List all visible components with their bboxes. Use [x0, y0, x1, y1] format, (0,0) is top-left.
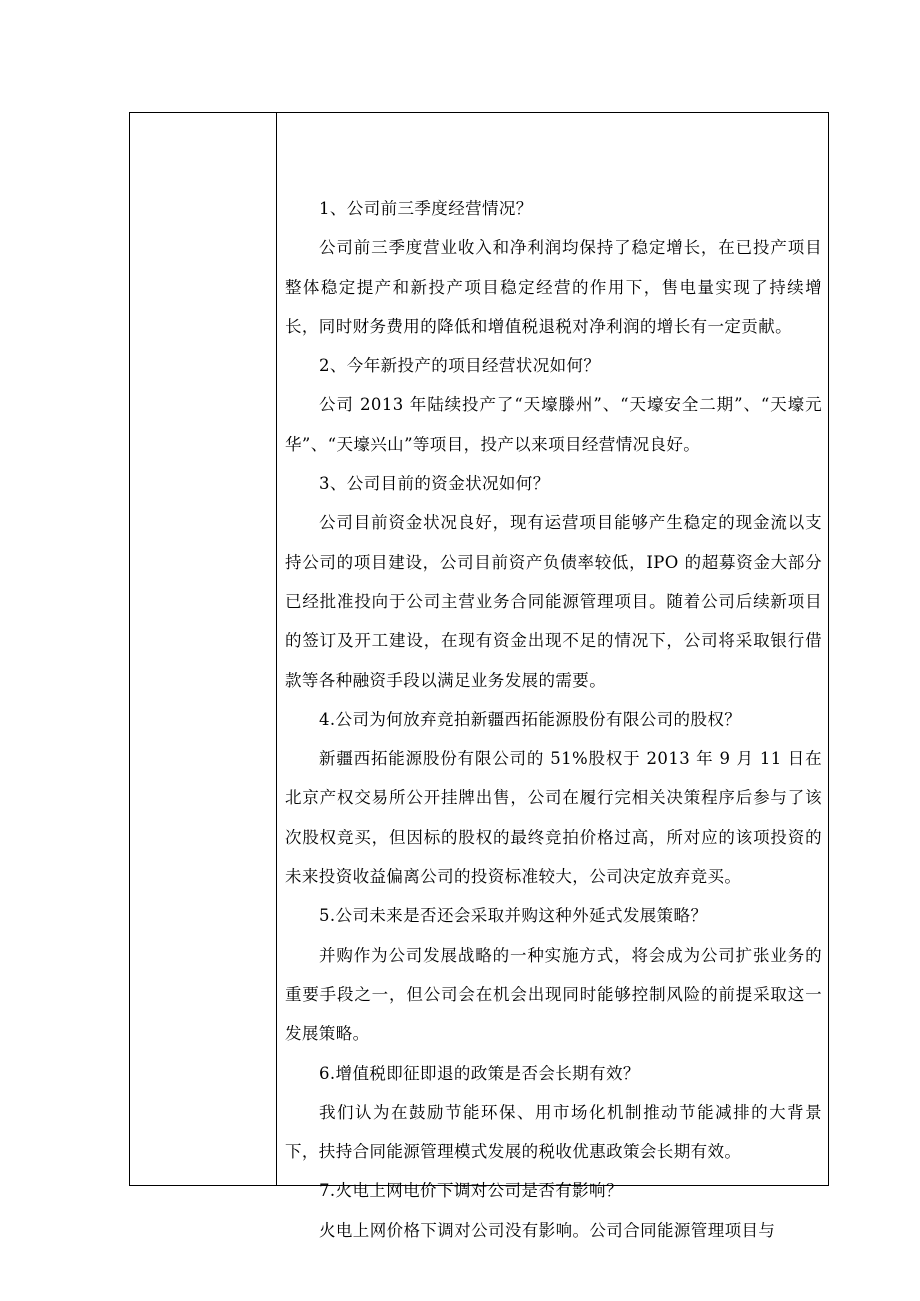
document-table: [129, 112, 829, 1240]
table-content-cell: [277, 113, 828, 1240]
answer-7: 火电上网价格下调对公司没有影响。公司合同能源管理项目与: [319, 1220, 776, 1240]
answer-5: 并购作为公司发展战略的一种实施方式，将会成为公司扩张业务的重要手段之一，但公司会在机会出现同时能够控制风险的前提采取这一发展策略。: [285, 945, 822, 1044]
answer-6: 我们认为在鼓励节能环保、用市场化机制推动节能减排的大背景下，扶持合同能源管理模式发展的税收优惠政策会长期有效。: [285, 1102, 822, 1162]
question-4: 4.公司为何放弃竞拍新疆西拓能源股份有限公司的股权？: [319, 709, 742, 729]
question-2: 2、今年新投产的项目经营状况如何？: [319, 356, 601, 376]
answer-4: 新疆西拓能源股份有限公司的 51%股权于 2013 年 9 月 11 日在北京产权交易所公开挂牌出售，公司在履行完相关决策程序后参与了该次股权竞买，但因标的股权的最终竞拍价格过高，所对应的该项投资的未来投资收益偏离公司的投资标准较大，公司决定放弃竞买。: [285, 749, 822, 887]
question-6: 6.增值税即征即退的政策是否会长期有效？: [319, 1063, 640, 1083]
table-label-cell: [130, 113, 277, 1185]
question-3: 3、公司目前的资金状况如何？: [319, 474, 550, 494]
answer-3: 公司目前资金状况良好，现有运营项目能够产生稳定的现金流以支持公司的项目建设，公司目前资产负债率较低，IPO 的超募资金大部分已经批准投向于公司主营业务合同能源管理项目。随着公司后续新项目的签订及开工建设，在现有资金出现不足的情况下，公司将采取银行借款等各种融资手段以满足业务发展的需要。: [285, 513, 822, 690]
question-1: 1、公司前三季度经营情况？: [319, 199, 533, 218]
answer-2: 公司 2013 年陆续投产了“天壕滕州”、“天壕安全二期”、“天壕元华”、“天壕兴山”等项目，投产以来项目经营情况良好。: [285, 395, 822, 454]
answer-1: 公司前三季度营业收入和净利润均保持了稳定增长，在已投产项目整体稳定提产和新投产项目稳定经营的作用下，售电量实现了持续增长，同时财务费用的降低和增值税退税对净利润的增长有一定贡献。: [285, 238, 822, 336]
question-5: 5.公司未来是否还会采取并购这种外延式发展策略？: [319, 906, 708, 926]
question-7: 7.火电上网电价下调对公司是否有影响？: [319, 1181, 623, 1201]
